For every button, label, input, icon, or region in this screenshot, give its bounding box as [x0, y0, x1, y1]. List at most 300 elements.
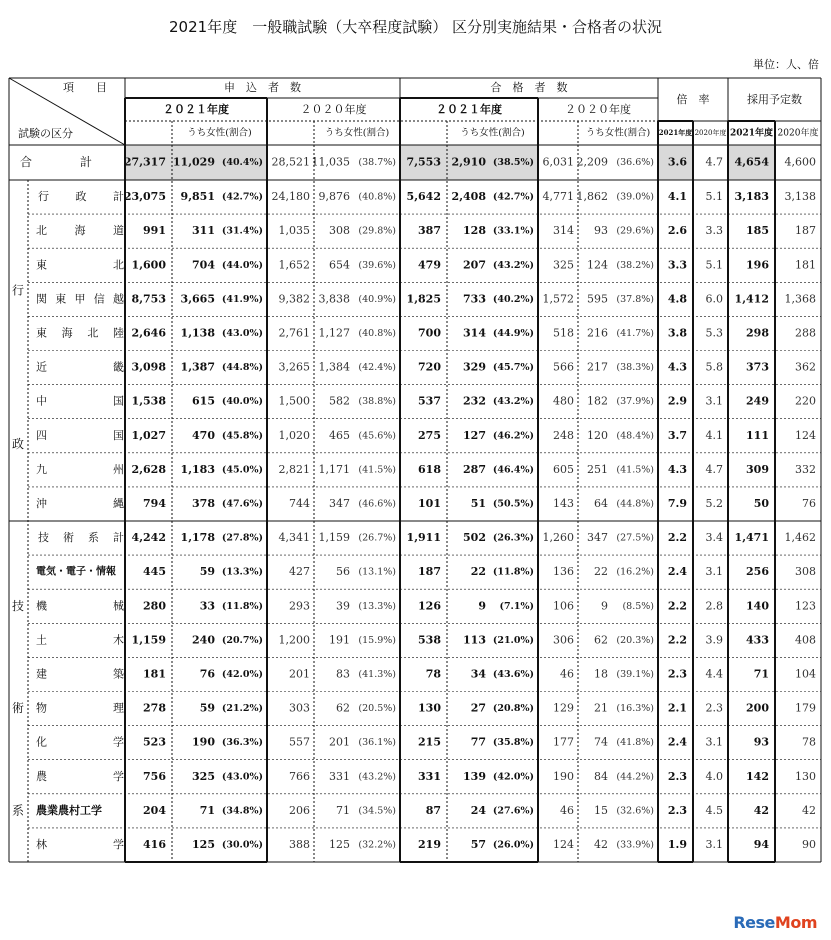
cell-p20p: (32.6%) [616, 805, 654, 817]
row-label: 中 [36, 394, 47, 408]
cell-a21: 280 [143, 599, 166, 613]
row-label: 築 [113, 667, 124, 681]
cell-p20w: 595 [587, 292, 608, 306]
row-label: 械 [113, 599, 124, 613]
cell-a20w: 125 [329, 837, 350, 851]
cell-a21w: 240 [192, 633, 215, 647]
cell-s20: 123 [795, 599, 816, 613]
cell-p21p: (50.5%) [492, 498, 534, 510]
header-ratio-2021: 2021年度 [658, 128, 693, 137]
cell-a21w: 1,178 [180, 531, 215, 545]
cell-a21p: (30.0%) [221, 839, 263, 851]
cell-a20p: (40.8%) [358, 327, 396, 339]
cell-a20w: 83 [336, 667, 350, 681]
cell-s20: 288 [795, 326, 816, 340]
header-passers: 合 格 者 数 [490, 81, 568, 94]
cell-p21: 1,825 [406, 292, 441, 306]
row-label: 行 [38, 190, 49, 204]
group-label-gijutsu: 技 [11, 598, 25, 613]
cell-a20: 201 [289, 667, 310, 681]
row-label: 州 [113, 462, 124, 476]
cell-p21: 219 [418, 837, 441, 851]
cell-p20p: (44.2%) [616, 771, 654, 783]
cell-s20: 332 [795, 462, 816, 476]
cell-a20p: (29.8%) [358, 225, 396, 237]
cell-r21: 4.3 [667, 462, 687, 476]
cell-a21: 1,027 [131, 428, 166, 442]
cell-a20: 744 [289, 496, 310, 510]
cell-p20: 480 [553, 394, 574, 408]
cell-p21: 7,553 [406, 155, 441, 169]
cell-p20p: (33.9%) [616, 839, 654, 851]
cell-a20p: (13.1%) [358, 566, 396, 578]
header-passers-2020-women: うち女性(割合) [585, 127, 651, 139]
cell-r20: 3.1 [705, 394, 723, 408]
cell-p20: 143 [553, 496, 574, 510]
cell-s21: 196 [746, 258, 769, 272]
cell-p20: 46 [560, 803, 574, 817]
cell-p20w: 182 [587, 394, 608, 408]
cell-p21p: (43.6%) [492, 668, 534, 680]
cell-s21: 256 [746, 565, 769, 579]
cell-a20: 4,341 [278, 531, 310, 545]
cell-p20: 46 [560, 667, 574, 681]
cell-s20: 104 [795, 667, 816, 681]
row-label: 四 [36, 428, 47, 442]
cell-s20: 308 [795, 565, 816, 579]
cell-p21p: (27.6%) [492, 805, 534, 817]
cell-a20: 766 [289, 769, 310, 783]
cell-p20w: 15 [594, 803, 608, 817]
cell-r21: 2.4 [667, 565, 687, 579]
cell-a20: 9,382 [278, 292, 310, 306]
cell-p21p: (43.2%) [492, 396, 534, 408]
cell-a21p: (43.0%) [221, 771, 263, 783]
cell-p20p: (29.6%) [616, 225, 654, 237]
cell-a20: 1,035 [278, 224, 310, 238]
cell-s20: 362 [795, 360, 816, 374]
cell-a21p: (43.0%) [221, 327, 263, 339]
cell-s20: 1,462 [784, 531, 816, 545]
cell-a21p: (40.0%) [221, 396, 263, 408]
cell-a21w: 704 [192, 258, 215, 272]
cell-p20w: 251 [587, 462, 608, 476]
header-planned-2021: 2021年度 [729, 128, 774, 139]
header-passers-2020: ２０２０年度 [565, 103, 631, 116]
cell-p21w: 139 [463, 769, 486, 783]
cell-p21: 130 [418, 701, 441, 715]
cell-s21: 249 [746, 394, 769, 408]
cell-s20: 90 [802, 837, 816, 851]
cell-s20: 76 [802, 496, 816, 510]
cell-s21: 1,412 [734, 292, 769, 306]
cell-p21: 275 [418, 428, 441, 442]
cell-p21: 1,911 [406, 531, 441, 545]
cell-r21: 2.3 [667, 803, 687, 817]
cell-p20p: (20.3%) [616, 634, 654, 646]
row-label: 東 [36, 326, 47, 340]
cell-p20: 136 [553, 565, 574, 579]
cell-r20: 4.5 [705, 803, 723, 817]
cell-p21w: 287 [463, 462, 486, 476]
cell-s21: 142 [746, 769, 769, 783]
cell-a20w: 3,838 [318, 292, 350, 306]
cell-p20p: (37.8%) [616, 293, 654, 305]
cell-p20w: 120 [587, 428, 608, 442]
cell-p20p: (39.0%) [616, 191, 654, 203]
cell-a20p: (15.9%) [358, 634, 396, 646]
cell-a21p: (41.9%) [221, 293, 263, 305]
cell-p21p: (40.2%) [492, 293, 534, 305]
cell-p21w: 51 [470, 496, 486, 510]
header-ratio: 倍 率 [676, 93, 710, 106]
cell-s20: 42 [802, 803, 816, 817]
row-label: 土 [36, 633, 47, 647]
row-label: 北 [113, 258, 124, 272]
cell-p21: 78 [425, 667, 441, 681]
header-ratio-2020: 2020年度 [694, 129, 727, 137]
cell-p20w: 22 [594, 565, 608, 579]
row-label: 信 [93, 292, 105, 306]
row-label: 東 [55, 292, 67, 306]
cell-p21w: 2,910 [451, 155, 486, 169]
cell-a20: 28,521 [271, 155, 310, 169]
cell-a20w: 465 [329, 428, 350, 442]
row-label: 陸 [113, 326, 124, 340]
cell-a20: 24,180 [271, 190, 310, 204]
cell-p20p: (8.5%) [622, 600, 654, 612]
cell-p20w: 21 [594, 701, 608, 715]
cell-p20p: (38.2%) [616, 259, 654, 271]
cell-p20: 190 [553, 769, 574, 783]
cell-p20p: (27.5%) [616, 532, 654, 544]
row-label: 物 [36, 701, 47, 715]
row-label: 技 [38, 531, 49, 545]
cell-a21w: 59 [199, 701, 215, 715]
cell-p21p: (20.8%) [492, 703, 534, 715]
cell-s21: 111 [746, 428, 769, 442]
cell-r21: 1.9 [667, 837, 687, 851]
row-label: 国 [113, 428, 124, 442]
cell-a20w: 191 [329, 633, 350, 647]
cell-p20w: 42 [594, 837, 608, 851]
cell-r20: 5.1 [705, 190, 723, 204]
cell-a21: 23,075 [123, 190, 166, 204]
cell-p20p: (37.9%) [616, 396, 654, 408]
cell-a20w: 1,127 [318, 326, 350, 340]
cell-a20: 1,652 [278, 258, 310, 272]
cell-p20: 248 [553, 428, 574, 442]
cell-p20p: (41.5%) [616, 464, 654, 476]
cell-r21: 2.3 [667, 667, 687, 681]
cell-p20w: 9 [601, 599, 608, 613]
cell-s20: 130 [795, 769, 816, 783]
header-applicants-2021: ２０２１年度 [163, 103, 229, 116]
cell-r20: 4.7 [705, 462, 723, 476]
row-label: 合 計 [20, 155, 93, 169]
cell-a21p: (20.7%) [221, 634, 263, 646]
cell-r21: 4.1 [667, 190, 687, 204]
cell-s21: 433 [746, 633, 769, 647]
cell-p21w: 57 [470, 837, 486, 851]
cell-p20: 4,771 [542, 190, 574, 204]
header-planned-2020: 2020年度 [777, 128, 819, 139]
row-label: 術 [63, 531, 74, 545]
cell-r21: 3.8 [667, 326, 687, 340]
row-label: 海 [61, 326, 73, 340]
cell-p20w: 2,209 [576, 155, 608, 169]
cell-p21: 700 [418, 326, 441, 340]
cell-a20w: 331 [329, 769, 350, 783]
row-label: 農業農村工学 [36, 803, 102, 817]
cell-p21w: 24 [470, 803, 486, 817]
cell-a20w: 39 [336, 599, 350, 613]
cell-a21p: (47.6%) [221, 498, 263, 510]
cell-p21: 5,642 [406, 190, 441, 204]
cell-s21: 298 [746, 326, 769, 340]
cell-a21w: 11,029 [172, 155, 215, 169]
cell-a21w: 190 [192, 735, 215, 749]
cell-a20p: (43.2%) [358, 771, 396, 783]
cell-r20: 5.1 [705, 258, 723, 272]
cell-a21w: 9,851 [180, 190, 215, 204]
cell-a20p: (42.4%) [358, 362, 396, 374]
cell-s20: 408 [795, 633, 816, 647]
row-label: 林 [36, 837, 47, 851]
cell-s20: 1,368 [784, 292, 816, 306]
cell-a21: 416 [143, 837, 166, 851]
cell-a21w: 325 [192, 769, 215, 783]
cell-a20p: (40.8%) [358, 191, 396, 203]
header-item: 項 目 [63, 81, 107, 94]
cell-p21: 537 [418, 394, 441, 408]
cell-r21: 2.4 [667, 735, 687, 749]
cell-p21: 720 [418, 360, 441, 374]
cell-a21w: 59 [199, 565, 215, 579]
cell-p21: 87 [425, 803, 441, 817]
cell-a20w: 62 [336, 701, 350, 715]
cell-a20p: (34.5%) [358, 805, 396, 817]
cell-s21: 1,471 [734, 531, 769, 545]
cell-p21w: 733 [463, 292, 486, 306]
cell-a20p: (13.3%) [358, 600, 396, 612]
cell-p21: 479 [418, 258, 441, 272]
row-label: 沖 [36, 496, 47, 510]
header-planned: 採用予定数 [747, 93, 802, 106]
cell-p20: 1,260 [542, 531, 574, 545]
cell-s20: 4,600 [784, 155, 816, 169]
cell-a20w: 1,159 [318, 531, 350, 545]
cell-a20w: 308 [329, 224, 350, 238]
cell-a20: 557 [289, 735, 310, 749]
cell-a20w: 1,171 [318, 462, 350, 476]
cell-p21w: 207 [463, 258, 486, 272]
cell-a21: 8,753 [131, 292, 166, 306]
cell-a20p: (41.5%) [358, 464, 396, 476]
cell-s21: 4,654 [734, 155, 769, 169]
cell-r20: 3.4 [705, 531, 723, 545]
cell-a20w: 1,384 [318, 360, 350, 374]
cell-p21: 101 [418, 496, 441, 510]
cell-a21w: 3,665 [180, 292, 215, 306]
cell-r21: 2.2 [667, 599, 687, 613]
cell-p21: 126 [418, 599, 441, 613]
cell-a21w: 470 [192, 428, 215, 442]
cell-r20: 3.1 [705, 735, 723, 749]
cell-a20p: (39.6%) [358, 259, 396, 271]
cell-r20: 4.1 [705, 428, 723, 442]
cell-a21w: 378 [192, 496, 215, 510]
cell-a21p: (11.8%) [221, 600, 263, 612]
cell-p21w: 22 [470, 565, 486, 579]
cell-r21: 3.3 [667, 258, 687, 272]
cell-p20w: 62 [594, 633, 608, 647]
row-label: 計 [113, 190, 124, 204]
cell-r20: 5.8 [705, 360, 723, 374]
cell-a20: 1,200 [278, 633, 310, 647]
cell-a21p: (36.3%) [221, 737, 263, 749]
cell-a21p: (45.0%) [221, 464, 263, 476]
cell-s20: 181 [795, 258, 816, 272]
cell-a21: 991 [143, 224, 166, 238]
cell-a21: 2,628 [131, 462, 166, 476]
cell-a20w: 582 [329, 394, 350, 408]
cell-a21: 278 [143, 701, 166, 715]
cell-a20w: 347 [329, 496, 350, 510]
resemom-logo: ReseMom [733, 913, 817, 932]
cell-a20w: 201 [329, 735, 350, 749]
cell-a21w: 1,138 [180, 326, 215, 340]
cell-a21: 204 [143, 803, 166, 817]
cell-p20p: (38.3%) [616, 362, 654, 374]
cell-a21p: (44.8%) [221, 362, 263, 374]
cell-a21: 181 [143, 667, 166, 681]
unit-label: 単位：人、倍 [753, 58, 819, 71]
cell-a20p: (38.8%) [358, 396, 396, 408]
cell-a21: 4,242 [131, 531, 166, 545]
cell-s21: 94 [753, 837, 769, 851]
cell-s21: 373 [746, 360, 769, 374]
cell-p20p: (16.3%) [616, 703, 654, 715]
cell-p20: 1,572 [542, 292, 574, 306]
cell-a21p: (13.3%) [221, 566, 263, 578]
cell-a21: 2,646 [131, 326, 166, 340]
cell-a21w: 615 [192, 394, 215, 408]
cell-p20: 314 [553, 224, 574, 238]
cell-s20: 187 [795, 224, 816, 238]
row-label: 九 [36, 462, 47, 476]
cell-a21w: 71 [199, 803, 215, 817]
cell-p20w: 216 [587, 326, 608, 340]
cell-a21p: (42.7%) [221, 191, 263, 203]
cell-a21w: 76 [199, 667, 215, 681]
cell-p21: 331 [418, 769, 441, 783]
cell-a20p: (38.7%) [358, 157, 396, 168]
cell-a20: 1,500 [278, 394, 310, 408]
header-applicants: 申 込 者 数 [224, 81, 301, 94]
cell-a21p: (44.0%) [221, 259, 263, 271]
cell-r20: 5.2 [705, 496, 723, 510]
cell-p20: 129 [553, 701, 574, 715]
cell-a20: 2,761 [278, 326, 310, 340]
cell-r20: 3.9 [705, 633, 723, 647]
cell-p20w: 84 [594, 769, 608, 783]
cell-p21: 215 [418, 735, 441, 749]
row-label: 東 [36, 258, 47, 272]
cell-p20p: (41.7%) [616, 327, 654, 339]
cell-a21p: (40.4%) [221, 157, 263, 168]
cell-s21: 140 [746, 599, 769, 613]
cell-p21: 618 [418, 462, 441, 476]
cell-a20w: 56 [336, 565, 350, 579]
cell-p21p: (26.3%) [492, 532, 534, 544]
cell-p20: 306 [553, 633, 574, 647]
cell-a20p: (40.9%) [358, 293, 396, 305]
cell-p21p: (33.1%) [492, 225, 534, 237]
cell-r20: 4.7 [705, 155, 723, 169]
cell-r20: 3.1 [705, 565, 723, 579]
cell-p20w: 347 [587, 531, 608, 545]
cell-s21: 3,183 [734, 190, 769, 204]
cell-p21w: 2,408 [451, 190, 486, 204]
cell-p20: 106 [553, 599, 574, 613]
row-label: 化 [36, 735, 47, 749]
cell-a21w: 125 [192, 837, 215, 851]
cell-p21p: (38.5%) [492, 157, 534, 168]
cell-r20: 4.4 [705, 667, 723, 681]
cell-r21: 2.9 [667, 394, 687, 408]
page-title: 2021年度 一般職試験（大卒程度試験） 区分別実施結果・合格者の状況 [169, 18, 662, 36]
cell-r20: 3.3 [705, 224, 723, 238]
cell-a21: 1,600 [131, 258, 166, 272]
cell-r21: 2.2 [667, 531, 687, 545]
cell-p20: 124 [553, 837, 574, 851]
cell-p20p: (44.8%) [616, 498, 654, 510]
cell-p21w: 77 [470, 735, 486, 749]
cell-s21: 42 [753, 803, 769, 817]
cell-p20: 177 [553, 735, 574, 749]
cell-r21: 7.9 [667, 496, 687, 510]
header-applicants-2021-women: うち女性(割合) [187, 127, 252, 139]
row-label: 電気・電子・情報 [36, 566, 116, 578]
cell-a20: 2,821 [278, 462, 310, 476]
cell-a21p: (27.8%) [221, 532, 263, 544]
row-label: 北 [36, 224, 47, 238]
cell-p20: 325 [553, 258, 574, 272]
header-applicants-2020-women: うち女性(割合) [324, 127, 390, 139]
cell-s21: 93 [753, 735, 769, 749]
row-label: 理 [113, 701, 124, 715]
cell-a20w: 9,876 [318, 190, 350, 204]
cell-r21: 2.6 [667, 224, 687, 238]
cell-p21w: 502 [463, 531, 486, 545]
row-label: 甲 [74, 292, 86, 306]
cell-p21w: 113 [463, 633, 486, 647]
cell-p21p: (7.1%) [499, 600, 534, 612]
cell-a20: 388 [289, 837, 310, 851]
cell-s21: 309 [746, 462, 769, 476]
cell-r21: 2.1 [667, 701, 687, 715]
cell-s21: 71 [753, 667, 769, 681]
cell-s20: 3,138 [784, 190, 816, 204]
cell-r20: 3.1 [705, 837, 723, 851]
cell-p20: 605 [553, 462, 574, 476]
cell-p20w: 74 [594, 735, 608, 749]
cell-p21p: (11.8%) [492, 566, 534, 578]
cell-p21w: 9 [478, 599, 486, 613]
cell-r20: 2.8 [705, 599, 723, 613]
cell-p20: 566 [553, 360, 574, 374]
